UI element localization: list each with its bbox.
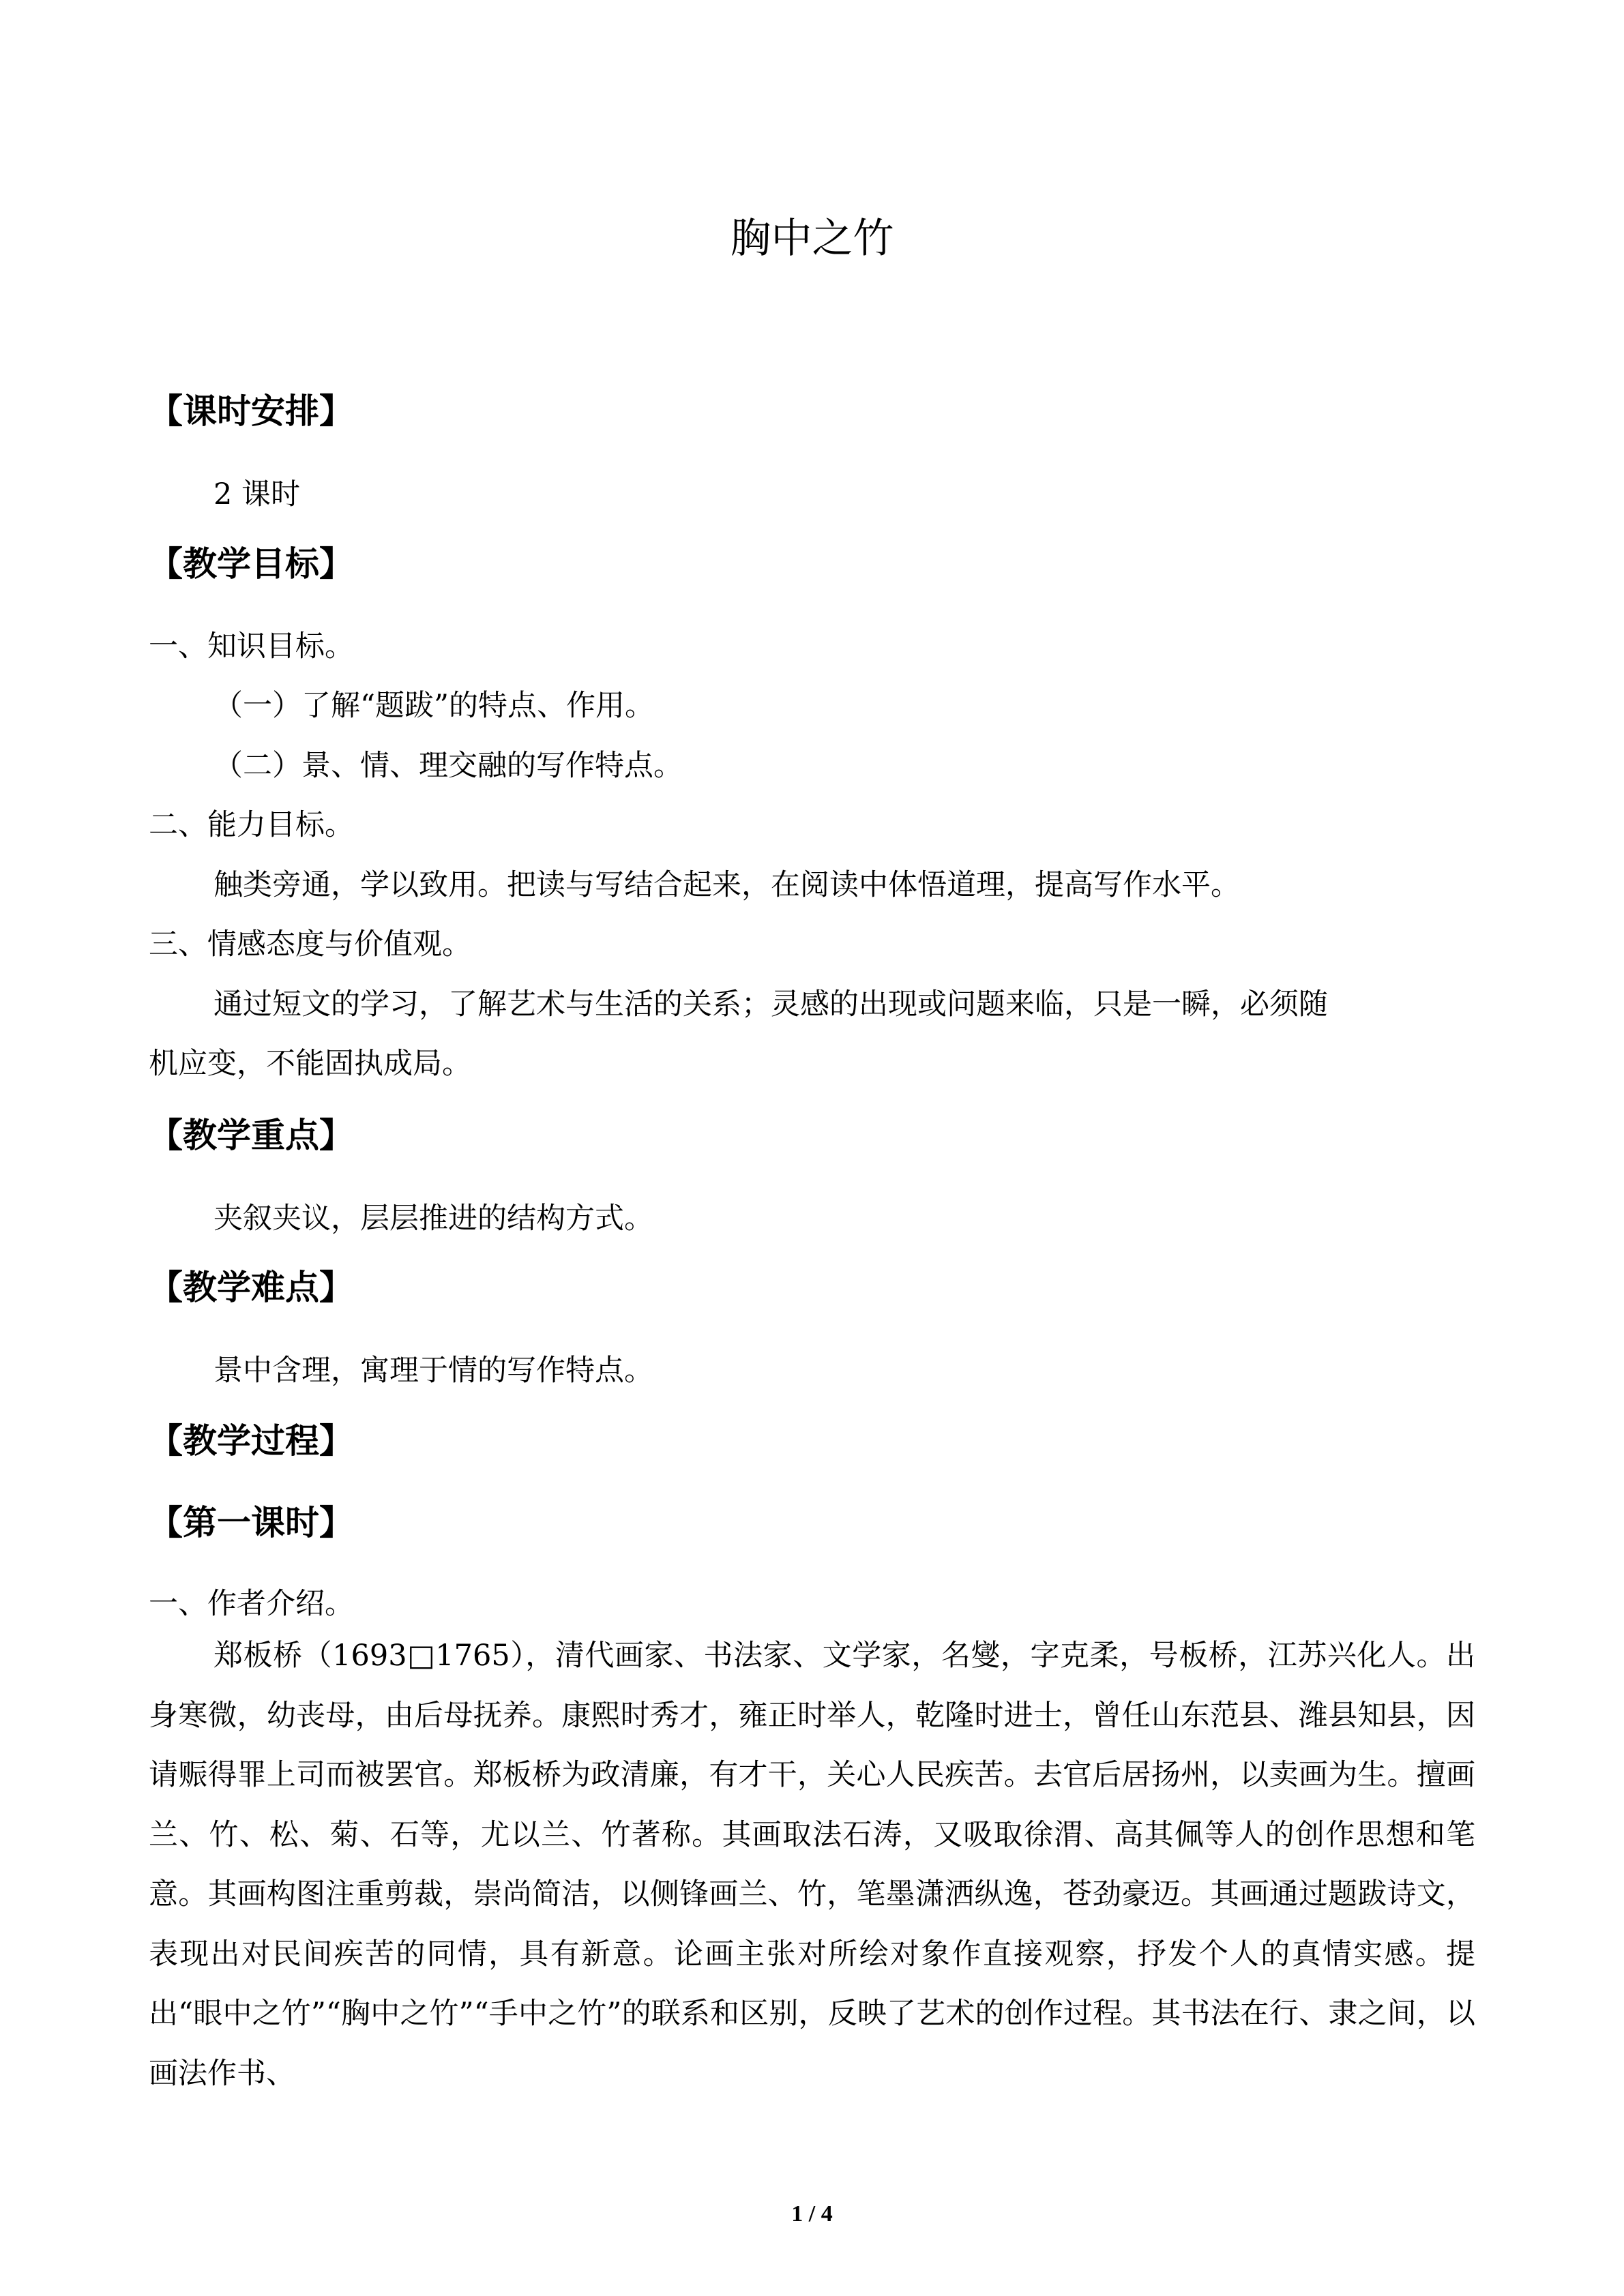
page-number: 1 / 4: [791, 2201, 833, 2226]
schedule-heading: 【课时安排】: [149, 391, 353, 431]
author-bio-paragraph: 郑板桥（1693□1765），清代画家、书法家、文学家，名燮，字克柔，号板桥，江苏兴化人。出身寒微，幼丧母，由后母抚养。康熙时秀才，雍正时举人，乾隆时进士，曾任山东范县、潍县知县，因请赈得罪上司而被罢官。郑板桥为政清廉，有才干，关心人民疾苦。去官后居扬州，以卖画为生。擅画兰、竹、松、菊、石等，尤以兰、竹著称。其画取法石涛，又吸取徐渭、高其佩等人的创作思想和笔意。其画构图注重剪裁，崇尚简洁，以侧锋画兰、竹，笔墨潇洒纵逸，苍劲豪迈。其画通过题跋诗文，表现出对民间疾苦的同情，具有新意。论画主张对所绘对象作直接观察，抒发个人的真情实感。提出“眼中之竹”“胸中之竹”“手中之竹”的联系和区别，反映了艺术的创作过程。其书法在行、隶之间，以画法作书、: [149, 1639, 1475, 2091]
emotion-objective-text-line-1: 通过短文的学习，了解艺术与生活的关系；灵感的出现或问题来临，只是一瞬，必须随: [213, 987, 1328, 1022]
difficulty-heading: 【教学难点】: [149, 1268, 353, 1307]
key-points-text: 夹叙夹议，层层推进的结构方式。: [213, 1202, 653, 1236]
objectives-heading: 【教学目标】: [149, 544, 353, 584]
knowledge-objective-item-2: （二）景、情、理交融的写作特点。: [213, 749, 683, 783]
key-points-heading: 【教学重点】: [149, 1116, 353, 1155]
knowledge-objective-item-1: （一）了解“题跋”的特点、作用。: [213, 689, 654, 723]
ability-objective-title: 二、能力目标。: [149, 808, 354, 842]
emotion-objective-title: 三、情感态度与价值观。: [149, 927, 471, 961]
process-heading: 【教学过程】: [149, 1421, 353, 1461]
knowledge-objective-title: 一、知识目标。: [149, 629, 354, 664]
emotion-objective-text-line-2: 机应变，不能固执成局。: [149, 1047, 471, 1081]
difficulty-text: 景中含理，寓理于情的写作特点。: [213, 1354, 653, 1388]
author-intro-title: 一、作者介绍。: [149, 1587, 354, 1621]
document-title: 胸中之竹: [730, 215, 894, 263]
lesson-one-heading: 【第一课时】: [149, 1503, 353, 1542]
ability-objective-text: 触类旁通，学以致用。把读与写结合起来，在阅读中体悟道理，提高写作水平。: [213, 868, 1240, 902]
schedule-value: 2 课时: [213, 477, 301, 511]
